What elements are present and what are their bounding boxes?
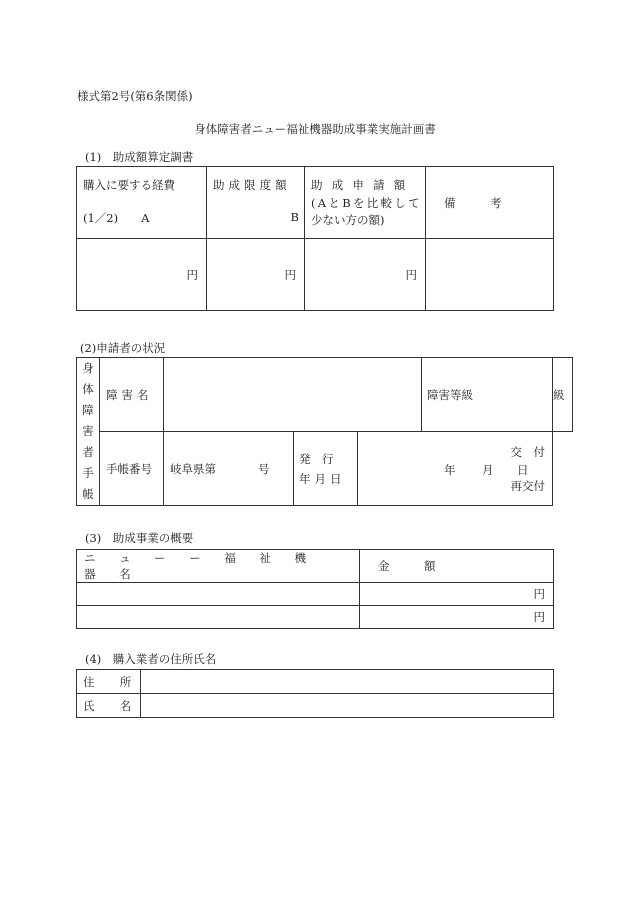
date-year: 年 — [444, 463, 456, 477]
number-unit: 号 — [258, 461, 270, 476]
equipment-name-cell[interactable] — [77, 583, 360, 606]
request-header-line2: (AとBを比較して — [311, 196, 422, 210]
equipment-name-cell[interactable] — [77, 606, 360, 629]
remarks-header-cell — [426, 167, 554, 239]
cost-header-title: 購入に要する経費 — [83, 178, 175, 192]
yen-unit: 円 — [405, 267, 417, 282]
prefecture-label: 岐阜県第 — [170, 461, 216, 476]
issue-type-regrant: 再交付 — [510, 479, 545, 493]
issue-date-label: 発 行 年月日 — [294, 432, 358, 506]
name-label: 氏 名 — [77, 694, 141, 718]
amount-cell[interactable] — [360, 583, 554, 606]
limit-header-title: 助成限度額 — [213, 178, 291, 192]
form-number: 様式第2号(第6条関係) — [77, 89, 193, 103]
remarks-value-cell[interactable] — [426, 239, 554, 311]
yen-unit: 円 — [284, 267, 296, 282]
yen-unit: 円 — [186, 267, 198, 282]
request-header-cell — [305, 167, 426, 239]
date-day: 日 — [517, 463, 529, 477]
issue-type-grant: 交 付 — [510, 445, 545, 459]
notebook-number-label: 手帳番号 — [100, 432, 164, 506]
amount-header: 金 額 — [360, 550, 554, 583]
cost-header-cell — [77, 167, 207, 239]
request-header-line3: 少ない方の額) — [311, 213, 385, 227]
date-month: 月 — [482, 463, 494, 477]
limit-header-cell — [207, 167, 305, 239]
notebook-side-label: 身 体 障 害 者 手 帳 — [77, 358, 100, 506]
name-field[interactable] — [141, 694, 554, 718]
issue-date-value[interactable] — [358, 432, 553, 506]
vendor-table — [76, 669, 554, 718]
section3-heading: (3) 助成事業の概要 — [85, 531, 194, 545]
limit-value-cell[interactable] — [207, 239, 305, 311]
disability-name-value[interactable] — [164, 358, 422, 432]
section1-heading: (1) 助成額算定調書 — [85, 150, 194, 164]
remarks-header: 備 考 — [444, 196, 502, 210]
section2-heading: (2)申請者の状況 — [80, 341, 166, 355]
section4-heading: (4) 購入業者の住所氏名 — [85, 652, 217, 666]
address-field[interactable] — [141, 670, 554, 694]
page-title: 身体障害者ニュー福祉機器助成事業実施計画書 — [194, 122, 436, 136]
notebook-number-value[interactable] — [164, 432, 294, 506]
amount-cell[interactable] — [360, 606, 554, 629]
disability-name-label: 障害名 — [100, 358, 164, 432]
limit-header-sub: B — [290, 210, 299, 224]
yen-unit: 円 — [533, 610, 545, 624]
project-overview-table — [76, 549, 554, 629]
disability-grade-value[interactable] — [553, 358, 573, 432]
request-header-line1: 助成申請額 — [311, 178, 415, 192]
cost-header-sub: (1／2) A — [83, 211, 150, 225]
cost-value-cell[interactable] — [77, 239, 207, 311]
applicant-status-table — [76, 357, 573, 506]
equipment-name-header: ニューー福祉機器名 — [77, 550, 360, 583]
disability-grade-label: 障害等級 — [422, 358, 553, 432]
grade-unit: 級 — [553, 387, 565, 402]
yen-unit: 円 — [533, 587, 545, 601]
request-value-cell[interactable] — [305, 239, 426, 311]
subsidy-calc-table — [76, 166, 554, 311]
address-label: 住 所 — [77, 670, 141, 694]
